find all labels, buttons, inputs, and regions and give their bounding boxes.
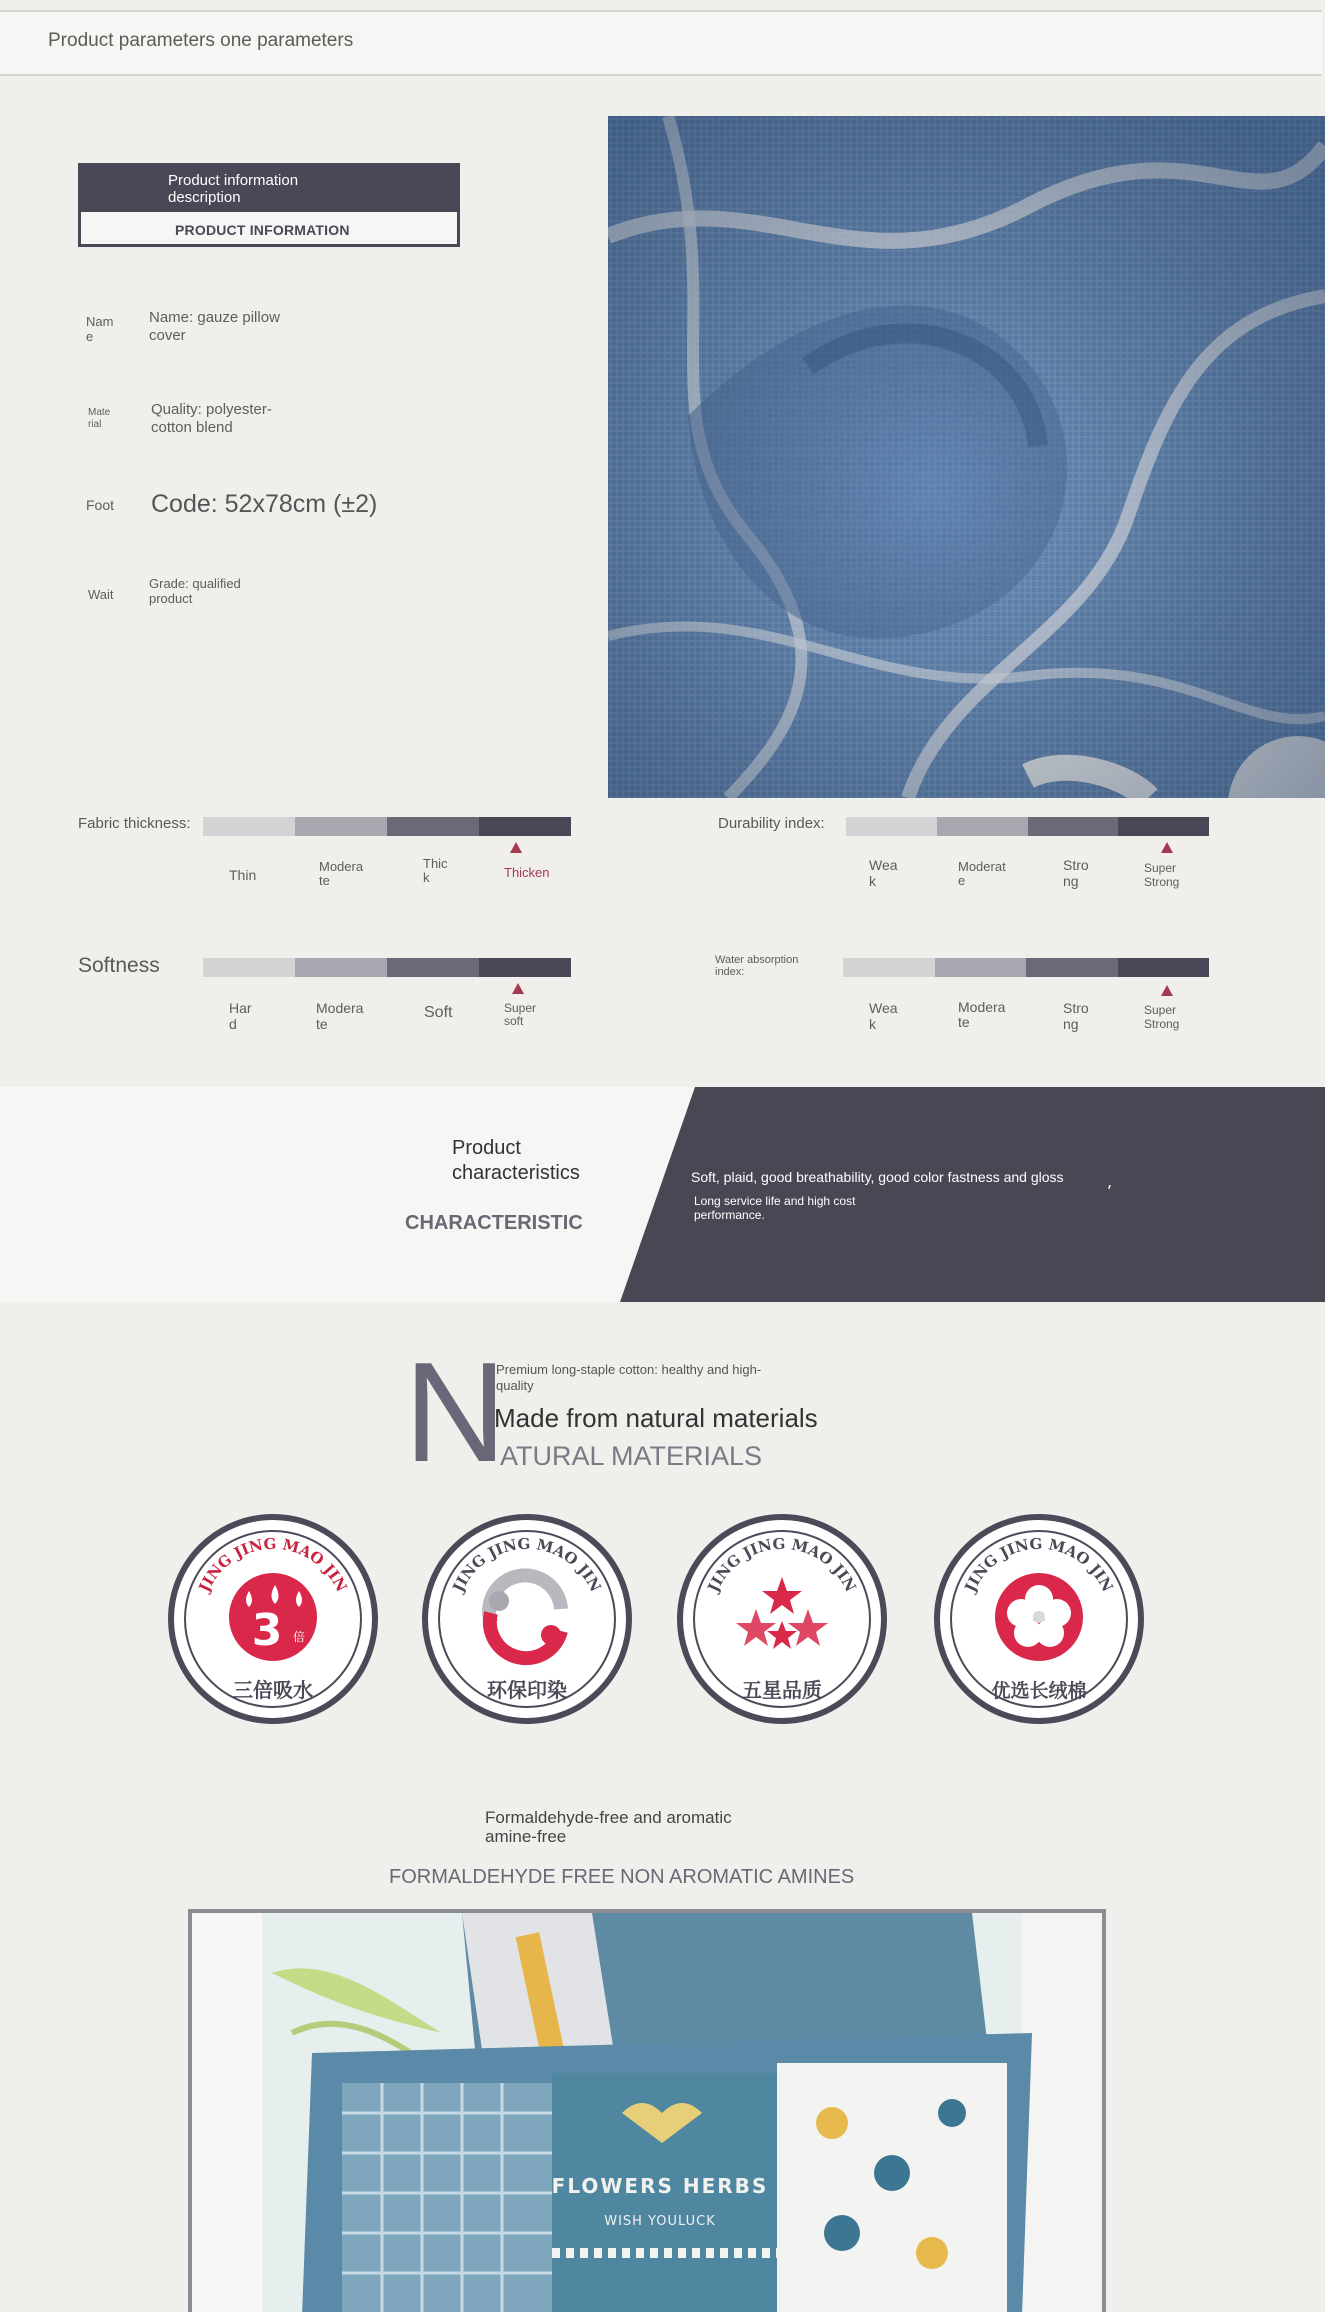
tick-moderate: Modera te <box>316 1000 364 1032</box>
tick-super-strong: Super Strong <box>1144 1003 1180 1031</box>
natural-title: Made from natural materials <box>494 1403 818 1433</box>
pillow-product-photo <box>188 1909 1106 2312</box>
softness-marker-icon <box>512 983 524 994</box>
fabric-closeup-image <box>608 116 1325 798</box>
characteristics-title: Product characteristics <box>452 1137 580 1184</box>
characteristics-comma: , <box>1107 1172 1113 1191</box>
pillow-text2: WISH YOULUCK <box>604 2214 716 2229</box>
badge-digit-small: 倍 <box>293 1630 306 1644</box>
softness-label: Softness <box>78 954 160 977</box>
tick-thin: Thin <box>229 867 257 883</box>
param-name-label: Nam e <box>86 314 114 344</box>
badge-ring-text: JING JING MAO JIN <box>704 1534 860 1595</box>
characteristics-line2: Long service life and high cost performance. <box>694 1194 856 1222</box>
badge-bottom-text: 三倍吸水 <box>233 1678 313 1702</box>
param-size-value: Code: 52x78cm (±2) <box>151 490 378 518</box>
info-box-subtitle: PRODUCT INFORMATION <box>175 222 350 238</box>
param-grade-label: Wait <box>88 587 114 602</box>
pillow-text1: FLOWERS HERBS <box>551 2174 769 2198</box>
durability-scale <box>846 817 1209 836</box>
param-grade-value: Grade: qualified product <box>149 576 241 606</box>
badge-digit: 3 <box>251 1605 283 1656</box>
param-material-value: Quality: polyester-cotton blend <box>151 401 272 436</box>
durability-label: Durability index: <box>718 815 825 832</box>
tick-moderate: Modera te <box>958 999 1006 1030</box>
tick-weak: Wea k <box>869 1000 898 1032</box>
natural-big-letter: N <box>404 1333 507 1492</box>
badge-bottom-text: 五星品质 <box>742 1678 822 1702</box>
characteristics-line1: Soft, plaid, good breathability, good color fastness and gloss <box>691 1169 1064 1185</box>
badge-triple-absorption <box>167 1513 379 1729</box>
water-absorption-marker-icon <box>1161 985 1173 996</box>
natural-small-text: Premium long-staple cotton: healthy and high-quality <box>496 1362 762 1393</box>
tick-strong: Stro ng <box>1063 1000 1089 1032</box>
badge-ring-text: JING JING MAO JIN <box>449 1534 605 1595</box>
fabric-thickness-scale <box>203 817 571 836</box>
tick-moderate: Modera te <box>319 859 364 888</box>
tick-soft: Soft <box>424 1004 453 1021</box>
badge-five-star <box>676 1513 888 1729</box>
badge-ring-text: JING JING MAO JIN <box>961 1534 1117 1595</box>
badge-bottom-text: 环保印染 <box>487 1678 567 1702</box>
badge-eco-dye <box>421 1513 633 1729</box>
water-absorption-scale <box>843 958 1209 977</box>
tick-super-strong: Super Strong <box>1144 861 1180 889</box>
param-material-label: Mate rial <box>88 407 111 430</box>
info-box-title: Product information description <box>168 172 299 206</box>
tick-hard: Har d <box>229 1000 252 1032</box>
fabric-thickness-marker-icon <box>510 842 522 853</box>
formaldehyde-subtitle: FORMALDEHYDE FREE NON AROMATIC AMINES <box>389 1866 855 1888</box>
natural-subtitle: ATURAL MATERIALS <box>500 1441 763 1471</box>
badge-bottom-text: 优选长绒棉 <box>991 1680 1087 1702</box>
softness-scale <box>203 958 571 977</box>
fabric-thickness-label: Fabric thickness: <box>78 815 191 832</box>
tick-thick: Thic k <box>423 856 448 885</box>
formaldehyde-title: Formaldehyde-free and aromatic amine-free <box>485 1808 732 1846</box>
water-absorption-label: Water absorption index: <box>715 954 799 978</box>
param-name-value: Name: gauze pillow cover <box>149 309 280 344</box>
tick-thicken: Thicken <box>504 865 550 880</box>
tick-strong: Stro ng <box>1063 857 1089 889</box>
characteristics-subtitle: CHARACTERISTIC <box>405 1212 583 1234</box>
durability-marker-icon <box>1161 842 1173 853</box>
tick-weak: Wea k <box>869 857 898 889</box>
tick-moderate: Moderat e <box>958 859 1006 888</box>
badge-ring-text: JING JING MAO JIN <box>195 1534 351 1595</box>
param-size-label: Foot <box>86 497 115 513</box>
page-title: Product parameters one parameters <box>48 30 354 51</box>
tick-super-soft: Super soft <box>504 1001 537 1028</box>
badge-long-staple-cotton <box>933 1513 1145 1729</box>
